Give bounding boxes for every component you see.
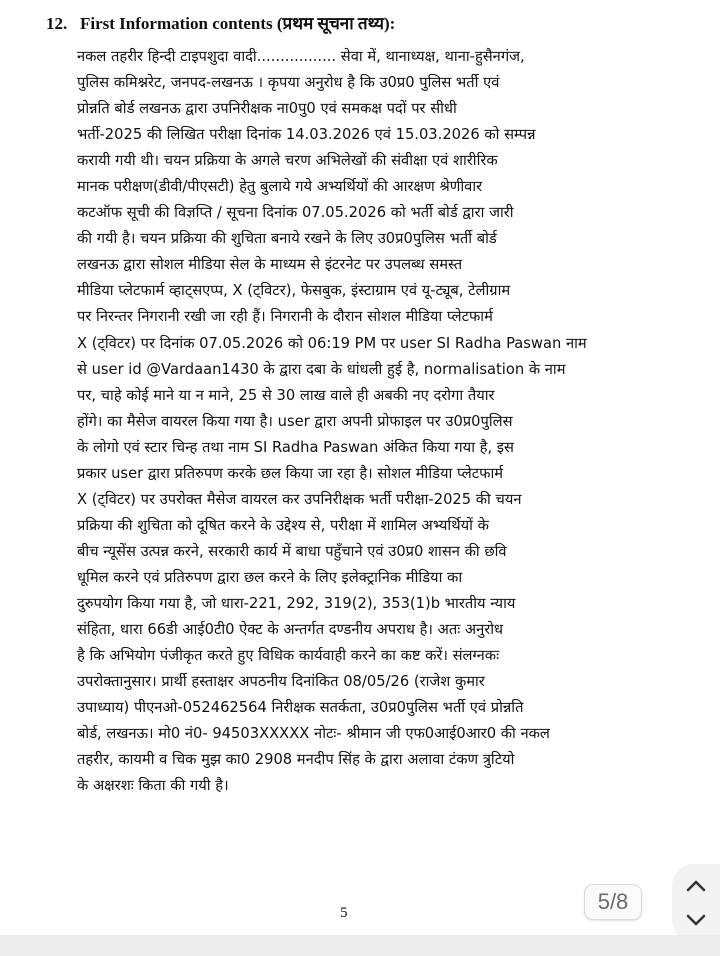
body-line: प्रकार user द्वारा प्रतिरुपण करके छल किया जा रहा है। सोशल मीडिया प्लेटफार्म xyxy=(77,464,504,482)
section-heading xyxy=(46,11,395,34)
body-line: बोर्ड, लखनऊ। मो0 नं0- 94503XXXXX नोटः- श्रीमान जी एफ0आई0आर0 की नकल xyxy=(77,725,550,743)
body-line: संहिता, धारा 66डी आई0टी0 ऐक्ट के अन्तर्गत दण्डनीय अपराध है। अतः अनुरोध xyxy=(77,621,504,639)
section-number: 12. xyxy=(46,14,68,33)
previous-page-button[interactable] xyxy=(681,873,711,899)
body-line: मानक परीक्षण(डीवी/पीएसटी) हेतु बुलाये गये अभ्यर्थियों की आरक्षण श्रेणीवार xyxy=(77,178,483,196)
body-line: बीच न्यूसेंस उत्पन्न करने, सरकारी कार्य में बाधा पहुँचाने एवं उ0प्र0 शासन की छवि xyxy=(77,542,507,560)
body-line: उपाध्याय) पीएनओ-052462564 निरीक्षक सतर्कता, उ0प्र0पुलिस भर्ती एवं प्रोन्नति xyxy=(77,699,524,717)
section-title: First Information contents (प्रथम सूचना तथ्य): xyxy=(80,14,396,33)
body-line: प्रक्रिया की शुचिता को दूषित करने के उद्देश्य से, परीक्षा में शामिल अभ्यर्थियों के xyxy=(77,516,489,534)
body-line: होंगे। का मैसेज वायरल किया गया है। user द्वारा अपनी प्रोफाइल पर उ0प्र0पुलिस xyxy=(77,412,513,430)
body-line: धूमिल करने एवं प्रतिरुपण द्वारा छल करने के लिए इलेक्ट्रानिक मीडिया का xyxy=(77,568,463,586)
body-line: पर निरन्तर निगरानी रखी जा रही हैं। निगरानी के दौरान सोशल मीडिया प्लेटफार्म xyxy=(77,308,493,326)
body-line: X (ट्विटर) पर उपरोक्त मैसेज वायरल कर उपनिरीक्षक भर्ती परीक्षा-2025 की चयन xyxy=(77,490,522,508)
body-line: है कि अभियोग पंजीकृत करते हुए विधिक कार्यवाही करने का कष्ट करें। संलग्नकः xyxy=(77,647,500,665)
chevron-up-icon xyxy=(684,878,708,894)
body-line: पुलिस कमिश्नरेट, जनपद-लखनऊ । कृपया अनुरोध है कि उ0प्र0 पुलिस भर्ती एवं xyxy=(77,74,500,92)
body-line: उपरोक्तानुसार। प्रार्थी हस्ताक्षर अपठनीय दिनांकित 08/05/26 (राजेश कुमार xyxy=(77,673,485,691)
body-line: लखनऊ द्वारा सोशल मीडिया सेल के माध्यम से इंटरनेट पर उपलब्ध समस्त xyxy=(77,256,463,274)
body-line: नकल तहरीर हिन्दी टाइपशुदा वादी................. सेवा में, थानाध्यक्ष, थाना-हुसैनगंज, xyxy=(77,48,525,65)
body-line: के लोगो एवं स्टार चिन्ह तथा नाम SI Radha Paswan अंकित किया गया है, इस xyxy=(77,438,514,456)
body-line: की गयी है। चयन प्रक्रिया की शुचिता बनाये रखने के लिए उ0प्र0पुलिस भर्ती बोर्ड xyxy=(77,230,497,248)
viewer-bottom-bar xyxy=(0,935,720,956)
page-indicator: 5/8 xyxy=(584,884,642,920)
body-line: करायी गयी थी। चयन प्रक्रिया के अगले चरण अभिलेखों की संवीक्षा एवं शारीरिक xyxy=(77,152,498,170)
body-line: तहरीर, कायमी व चिक मुझ का0 2908 मनदीप सिंह के द्वारा अलावा टंकण त्रुटियो xyxy=(77,751,515,769)
body-line: पर, चाहे कोई माने या न माने, 25 से 30 लाख वाले ही अबकी नए दरोगा तैयार xyxy=(77,386,495,404)
fir-body-text xyxy=(77,44,662,799)
page-number: 5 xyxy=(340,905,348,921)
body-line: X (ट्विटर) पर दिनांक 07.05.2026 को 06:19 PM पर user SI Radha Paswan नाम xyxy=(77,334,587,352)
chevron-down-icon xyxy=(684,912,708,928)
body-line: दुरुपयोग किया गया है, जो धारा-221, 292, 319(2), 353(1)b भारतीय न्याय xyxy=(77,594,516,612)
body-line: के अक्षरशः किता की गयी है। xyxy=(77,777,229,795)
page-nav-panel xyxy=(672,864,720,942)
body-line: से user id @Vardaan1430 के द्वारा दबा के धांधली हुई है, normalisation के नाम xyxy=(77,360,566,378)
body-line: कटऑफ सूची की विज्ञप्ति / सूचना दिनांक 07.05.2026 को भर्ती बोर्ड द्वारा जारी xyxy=(77,204,514,222)
body-line: भर्ती-2025 की लिखित परीक्षा दिनांक 14.03.2026 एवं 15.03.2026 को सम्पन्न xyxy=(77,126,536,144)
body-line: प्रोन्नति बोर्ड लखनऊ द्वारा उपनिरीक्षक ना0पु0 एवं समकक्ष पदों पर सीधी xyxy=(77,100,457,118)
next-page-button[interactable] xyxy=(681,907,711,933)
body-line: मीडिया प्लेटफार्म व्हाट्सएप्प, X (ट्विटर), फेसबुक, इंस्टाग्राम एवं यू-ट्यूब, टेलीग्राम xyxy=(77,282,511,300)
